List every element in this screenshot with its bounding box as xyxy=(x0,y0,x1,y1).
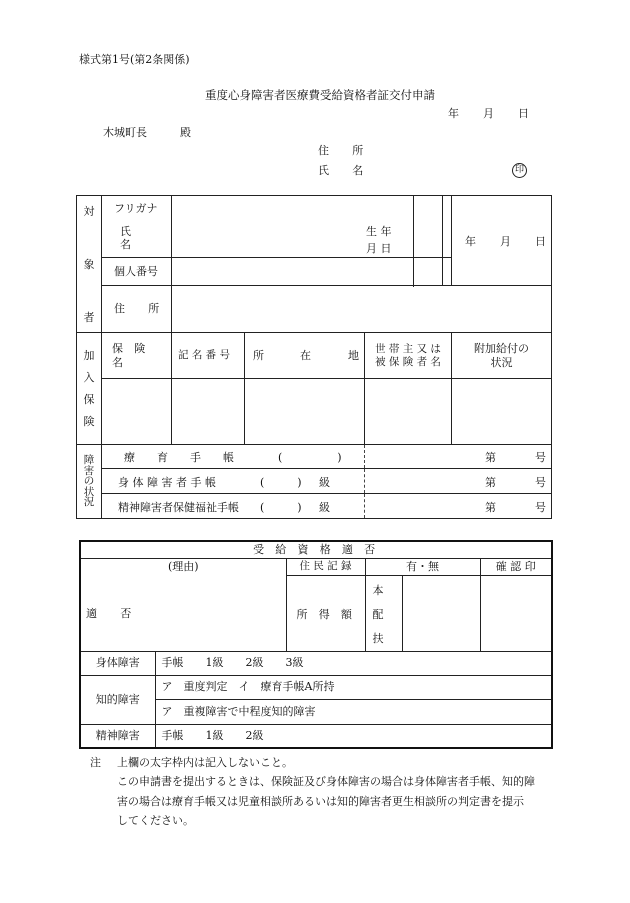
birth-label xyxy=(443,196,452,258)
date-month-label: 月 xyxy=(483,107,494,120)
date-year-label: 年 xyxy=(448,107,459,120)
eligibility-field[interactable] xyxy=(80,575,286,651)
addressee-honorific: 殿 xyxy=(180,126,191,139)
note-line-1: 上欄の太字枠内は記入しないこと。 xyxy=(117,756,293,769)
householder-field[interactable] xyxy=(365,379,452,445)
office-use-table xyxy=(79,540,553,749)
disability-row-3[interactable]: 精神障害者保健福祉手帳 ( ) 級 xyxy=(102,494,365,519)
income-field[interactable] xyxy=(402,575,480,651)
birth-month-label: 月 xyxy=(500,235,511,248)
birth-label-1: 生 年 xyxy=(366,225,392,238)
insurance-location-header: 所 在 地 xyxy=(245,333,365,379)
birth-year-label: 年 xyxy=(465,235,476,248)
insurance-name-field[interactable] xyxy=(102,379,172,445)
physical-value[interactable]: 手帳 1級 2級 3級 xyxy=(155,651,552,675)
page-title: 重度心身障害者医療費受給資格者証交付申請 xyxy=(205,88,435,102)
birth-spacer xyxy=(443,258,452,286)
physical-label: 身体障害 xyxy=(80,651,155,675)
intellectual-label: 知的障害 xyxy=(80,675,155,724)
birth-divider xyxy=(413,196,414,287)
subject-address-field[interactable] xyxy=(172,286,552,333)
addressee-name: 木城町長 xyxy=(103,126,147,139)
reason-label: (理由) xyxy=(80,558,286,575)
insurance-number-header: 記 名 番 号 xyxy=(172,333,245,379)
intellectual-b[interactable]: ア 重複障害で中程度知的障害 xyxy=(155,699,552,724)
householder-header: 世 帯 主 又 は 被 保 険 者 名 xyxy=(365,333,452,379)
disability-row-3-number[interactable]: 第 号 xyxy=(365,494,552,519)
subject-name-field[interactable] xyxy=(172,196,443,258)
note-line-2: この申請書を提出するときは、保険証及び身体障害の場合は身体障害者手帳、知的障 xyxy=(117,775,535,788)
mynumber-label: 個人番号 xyxy=(102,258,172,286)
supplement-header: 附加給付の 状況 xyxy=(452,333,552,379)
seal-mark xyxy=(512,163,527,178)
income-chars: 本 配 扶 xyxy=(365,575,402,651)
disability-side-label: 障 害 の 状 況 xyxy=(77,445,102,519)
disability-row-2-number[interactable]: 第 号 xyxy=(365,469,552,494)
income-label: 所 得 額 xyxy=(296,607,356,621)
confirm-seal-label: 確 認 印 xyxy=(480,558,552,575)
resident-record-value[interactable]: 有・無 xyxy=(365,558,480,575)
note-mark: 注 xyxy=(90,756,101,769)
insurance-side-label: 加 入 保 険 xyxy=(77,333,102,445)
office-header: 受 給 資 格 適 否 xyxy=(80,541,552,558)
applicant-name-label: 氏 名 xyxy=(318,164,374,177)
supplement-field[interactable] xyxy=(452,379,552,445)
mynumber-field[interactable] xyxy=(172,258,443,286)
insurance-number-field[interactable] xyxy=(172,379,245,445)
applicant-address-label: 住 所 xyxy=(318,144,374,157)
subject-address-label: 住 所 xyxy=(102,286,172,333)
date-day-label: 日 xyxy=(518,107,529,120)
insurance-location-field[interactable] xyxy=(245,379,365,445)
eligibility-label: 適 否 xyxy=(86,607,142,620)
subject-name-label: 氏 名 xyxy=(120,224,141,252)
subject-side-label: 対 象 者 xyxy=(77,196,102,333)
confirm-seal-field[interactable] xyxy=(480,575,552,651)
resident-record-label: 住 民 記 録 xyxy=(286,558,365,575)
form-number: 様式第1号(第2条関係) xyxy=(79,53,190,66)
birth-day-label: 日 xyxy=(535,235,546,248)
insurance-name-header: 保 険 名 xyxy=(102,333,172,379)
disability-row-1-number[interactable]: 第 号 xyxy=(365,445,552,469)
disability-row-1[interactable]: 療 育 手 帳 ( ) xyxy=(102,445,365,469)
note-line-3: 害の場合は療育手帳又は児童相談所あるいは知的障害者更生相談所の判定書を提示 xyxy=(117,795,524,808)
income-label-cell xyxy=(286,575,365,651)
application-table xyxy=(76,195,552,519)
intellectual-a[interactable]: ア 重度判定 イ 療育手帳A所持 xyxy=(155,675,552,699)
mental-value[interactable]: 手帳 1級 2級 xyxy=(155,724,552,748)
disability-row-2[interactable]: 身 体 障 害 者 手 帳 ( ) 級 xyxy=(102,469,365,494)
furigana-label: フリガナ xyxy=(114,201,158,215)
mental-label: 精神障害 xyxy=(80,724,155,748)
birth-label-2: 月 日 xyxy=(366,242,392,255)
seal-icon: 印 xyxy=(512,163,527,178)
note-line-4: してください。 xyxy=(117,814,194,827)
